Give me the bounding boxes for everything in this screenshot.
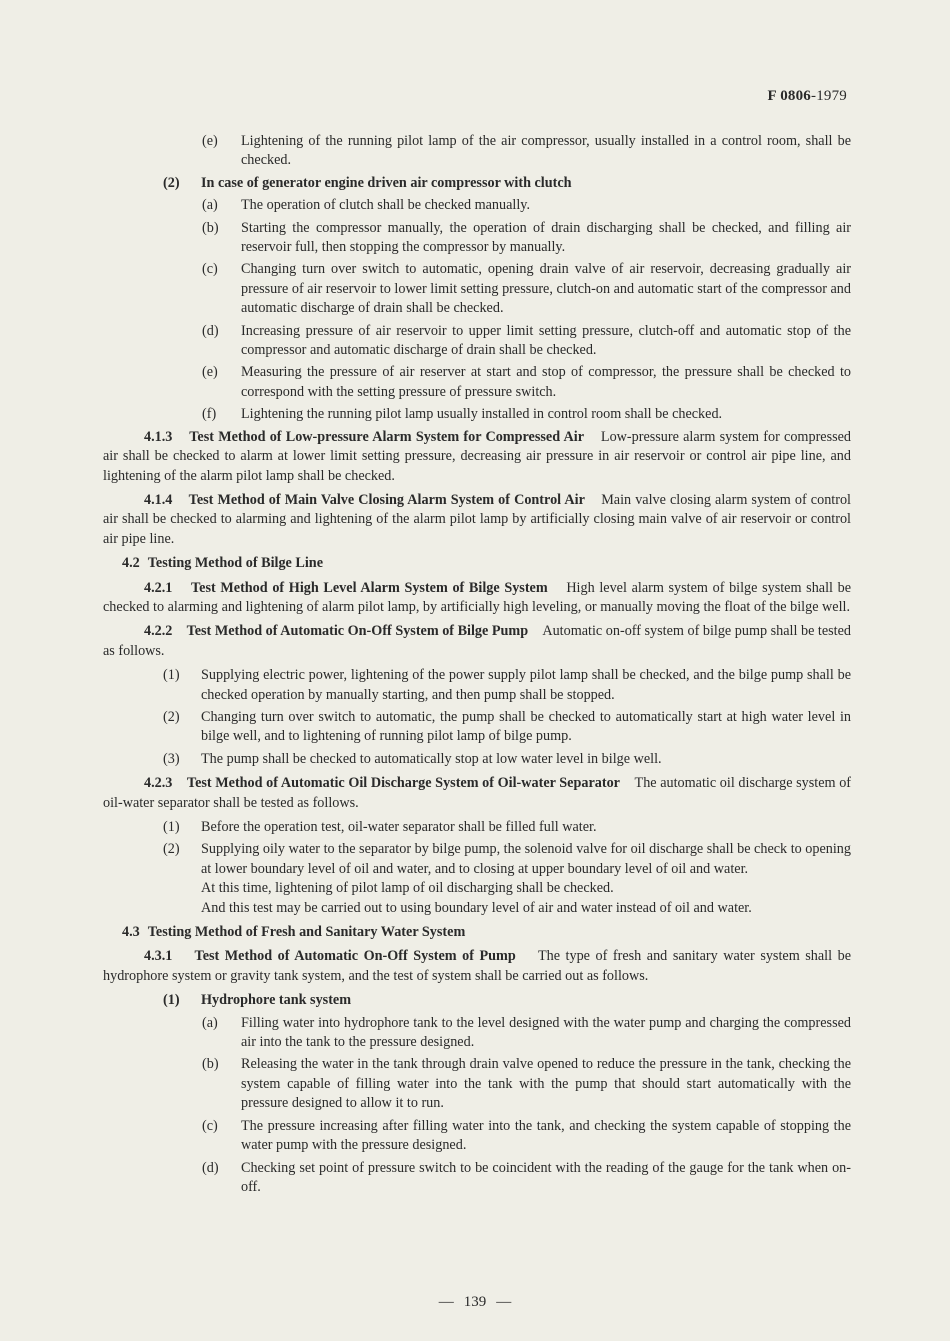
list-item: (c) Changing turn over switch to automatic, opening drain valve of air reservoir, decreasing gradually air pressure of air reservoir to lower limit setting pressure, clutch-on and automatic start of the compressor and automatic discharge of drain shall be checked. bbox=[202, 261, 851, 317]
subsection-heading: (2) In case of generator engine driven air compressor with clutch bbox=[163, 174, 572, 191]
list-item: (a) The operation of clutch shall be checked manually. bbox=[202, 197, 531, 214]
standard-year: -1979 bbox=[811, 88, 847, 104]
list-item: (1) Supplying electric power, lightening of the power supply pilot lamp shall be checked, and the bilge pump shall be checked operation by manually starting, and then pump shall be stopped. bbox=[163, 667, 851, 703]
list-item: (f) Lightening the running pilot lamp usually installed in control room shall be checked. bbox=[202, 406, 723, 423]
section-4-3-1: 4.3.1 Test Method of Automatic On-Off System of Pump The type of fresh and sanitary water system shall be hydrophore system or gravity tank system, and the test of system shall be carried out as follows. bbox=[103, 948, 852, 984]
section-heading-4-3: 4.3 Testing Method of Fresh and Sanitary Water System bbox=[122, 924, 466, 941]
list-item: (a) Filling water into hydrophore tank to the level designed with the water pump and charging the compressed air into the tank to the pressure designed. bbox=[202, 1014, 851, 1051]
list-item: (c) The pressure increasing after filling water into the tank, and checking the system capable of stopping the water pump with the pressure designed. bbox=[202, 1117, 851, 1154]
subsection-heading: (1) Hydrophore tank system bbox=[163, 992, 352, 1009]
list-item: (1) Before the operation test, oil-water separator shall be filled full water. bbox=[163, 819, 597, 835]
section-4-2-3: 4.2.3 Test Method of Automatic Oil Discharge System of Oil-water Separator The automatic oil discharge system of oil-water separator shall be tested as follows. bbox=[103, 775, 852, 811]
section-heading-4-2: 4.2 Testing Method of Bilge Line bbox=[122, 555, 323, 572]
list-item: (2) Changing turn over switch to automatic, the pump shall be checked to automatically start at high water level in bilge well, and to lightening of running pilot lamp of bilge pump. bbox=[163, 708, 851, 745]
list-item: (e) Lightening of the running pilot lamp of the air compressor, usually installed in a control room, shall be checked. bbox=[202, 133, 851, 169]
list-item: (b) Releasing the water in the tank through drain valve opened to reduce the pressure in the tank, checking the system capable of filling water into the tank with the pump that should start automatically with the pressure designed to allow it to run. bbox=[202, 1056, 851, 1112]
standard-number: F 0806 bbox=[767, 88, 811, 104]
document-body bbox=[103, 132, 851, 1197]
section-4-1-3: 4.1.3 Test Method of Low-pressure Alarm System for Compressed Air Low-pressure alarm system for compressed air shall be checked to alarm at lower limit setting pressure, decreasing air pressure in air reservoir or control air pipe line, and lightening of the alarm pilot lamp shall be checked. bbox=[103, 428, 852, 484]
list-item: (b) Starting the compressor manually, the operation of drain discharging shall be checked, and filling air reservoir full, then stopping the compressor by manually. bbox=[202, 219, 851, 256]
list-item: (d) Increasing pressure of air reservoir to upper limit setting pressure, clutch-off and automatic stop of the compressor and automatic discharge of drain shall be checked. bbox=[202, 322, 851, 359]
standard-code bbox=[767, 88, 847, 105]
section-4-2-1: 4.2.1 Test Method of High Level Alarm System of Bilge System High level alarm system of bilge system shall be checked to alarming and lightening of alarm pilot lamp, by artificially high leveling, or manually moving the float of the bilge well. bbox=[103, 579, 852, 615]
list-item: (3) The pump shall be checked to automatically stop at low water level in bilge well. bbox=[163, 750, 662, 767]
page-number: — 139 — bbox=[438, 1294, 512, 1310]
list-item: (2) Supplying oily water to the separator by bilge pump, the solenoid valve for oil discharge shall be check to opening at lower boundary level of oil and water, and to closing at upper boundary level of oil and water. At this time, lightening of pilot lamp of oil discharging shall be checked. And this test may be carried out to using boundary level of air and water instead of oil and water. bbox=[163, 841, 851, 916]
section-4-1-4: 4.1.4 Test Method of Main Valve Closing Alarm System of Control Air Main valve closing alarm system of control air shall be checked to alarming and lightening of the alarm pilot lamp by artificially closing main valve of air reservoir or control air pipe line. bbox=[103, 491, 851, 547]
list-item: (e) Measuring the pressure of air reserver at start and stop of compressor, the pressure shall be checked to correspond with the setting pressure of pressure switch. bbox=[202, 364, 851, 400]
list-item: (d) Checking set point of pressure switch to be coincident with the reading of the gauge for the tank when on-off. bbox=[202, 1159, 851, 1195]
section-4-2-2: 4.2.2 Test Method of Automatic On-Off System of Bilge Pump Automatic on-off system of bilge pump shall be tested as follows. bbox=[103, 623, 852, 659]
